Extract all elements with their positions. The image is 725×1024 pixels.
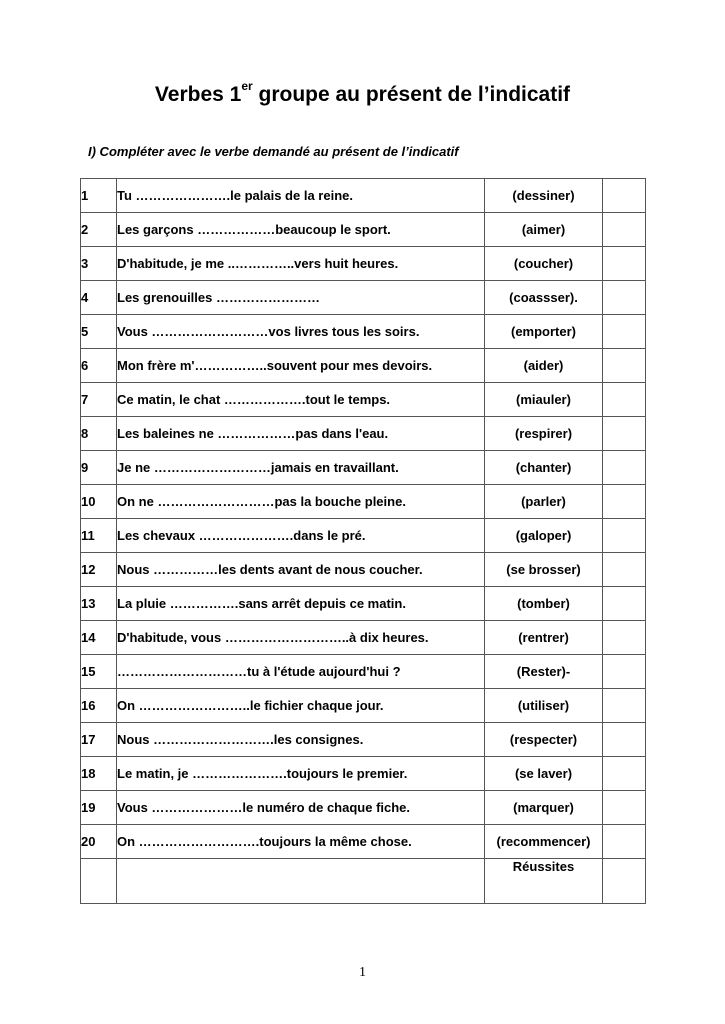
row-number: 8 [81,417,117,451]
title-rest: groupe au présent de l’indicatif [252,83,571,106]
exercise-row [81,519,646,553]
row-mark-cell[interactable] [603,179,646,213]
row-mark-cell[interactable] [603,791,646,825]
row-sentence[interactable]: Vous …………………le numéro de chaque fiche. [117,791,485,825]
row-mark-cell[interactable] [603,757,646,791]
row-sentence[interactable]: D'habitude, vous ………………………..à dix heures. [117,621,485,655]
row-number: 9 [81,451,117,485]
exercise-row [81,247,646,281]
row-sentence[interactable]: Nous ……………les dents avant de nous coucher. [117,553,485,587]
row-verb: (miauler) [485,383,603,417]
row-mark-cell[interactable] [603,519,646,553]
row-number: 12 [81,553,117,587]
exercise-row [81,655,646,689]
result-score-cell[interactable] [603,859,646,904]
result-label: Réussites [485,859,603,904]
row-number: 19 [81,791,117,825]
exercise-row [81,553,646,587]
row-number: 3 [81,247,117,281]
row-verb: (coassser). [485,281,603,315]
exercise-row [81,791,646,825]
row-sentence[interactable]: Le matin, je ………………….toujours le premier. [117,757,485,791]
row-number: 16 [81,689,117,723]
row-verb: (aimer) [485,213,603,247]
row-sentence[interactable]: On ne ………………………pas la bouche pleine. [117,485,485,519]
row-mark-cell[interactable] [603,655,646,689]
exercise-row [81,485,646,519]
row-number: 5 [81,315,117,349]
row-sentence[interactable]: Les chevaux ………………….dans le pré. [117,519,485,553]
row-mark-cell[interactable] [603,213,646,247]
exercise-row [81,757,646,791]
row-number: 15 [81,655,117,689]
result-sentence-cell [117,859,485,904]
row-verb: (recommencer) [485,825,603,859]
result-num-cell [81,859,117,904]
row-sentence[interactable]: Tu ………………….le palais de la reine. [117,179,485,213]
row-verb: (se brosser) [485,553,603,587]
exercise-row [81,315,646,349]
row-sentence[interactable]: …………………………tu à l'étude aujourd'hui ? [117,655,485,689]
page-title [0,79,725,107]
exercise-row [81,825,646,859]
row-sentence[interactable]: On ……………………..le fichier chaque jour. [117,689,485,723]
row-verb: (utiliser) [485,689,603,723]
row-mark-cell[interactable] [603,383,646,417]
exercise-row [81,451,646,485]
exercise-row [81,587,646,621]
row-sentence[interactable]: Mon frère m'……………..souvent pour mes devoirs. [117,349,485,383]
row-sentence[interactable]: Nous ……………………….les consignes. [117,723,485,757]
row-mark-cell[interactable] [603,689,646,723]
row-number: 11 [81,519,117,553]
row-verb: (chanter) [485,451,603,485]
row-verb: (coucher) [485,247,603,281]
exercise-row [81,621,646,655]
row-number: 4 [81,281,117,315]
result-row [81,859,646,904]
row-mark-cell[interactable] [603,247,646,281]
row-sentence[interactable]: Les garçons ………………beaucoup le sport. [117,213,485,247]
row-sentence[interactable]: Les grenouilles …………………… [117,281,485,315]
row-mark-cell[interactable] [603,485,646,519]
row-verb: (marquer) [485,791,603,825]
row-number: 14 [81,621,117,655]
row-mark-cell[interactable] [603,281,646,315]
row-number: 1 [81,179,117,213]
row-sentence[interactable]: Les baleines ne ………………pas dans l'eau. [117,417,485,451]
exercise-row [81,213,646,247]
row-verb: (parler) [485,485,603,519]
row-verb: (dessiner) [485,179,603,213]
row-mark-cell[interactable] [603,553,646,587]
row-verb: (emporter) [485,315,603,349]
row-verb: (se laver) [485,757,603,791]
row-verb: (respecter) [485,723,603,757]
row-verb: (respirer) [485,417,603,451]
row-verb: (tomber) [485,587,603,621]
row-sentence[interactable]: Vous ………………………vos livres tous les soirs. [117,315,485,349]
exercise-row [81,723,646,757]
row-mark-cell[interactable] [603,587,646,621]
row-number: 7 [81,383,117,417]
exercise-rows [81,179,646,859]
row-number: 13 [81,587,117,621]
exercise-row [81,179,646,213]
row-number: 10 [81,485,117,519]
exercise-row [81,689,646,723]
title-superscript: er [241,79,253,93]
page-number: 1 [359,965,366,980]
row-mark-cell[interactable] [603,621,646,655]
row-verb: (galoper) [485,519,603,553]
row-sentence[interactable]: Ce matin, le chat ……………….tout le temps. [117,383,485,417]
row-sentence[interactable]: Je ne ………………………jamais en travaillant. [117,451,485,485]
row-mark-cell[interactable] [603,349,646,383]
row-mark-cell[interactable] [603,451,646,485]
row-mark-cell[interactable] [603,315,646,349]
row-sentence[interactable]: La pluie …………….sans arrêt depuis ce matin. [117,587,485,621]
exercise-table [80,178,646,904]
exercise-row [81,281,646,315]
instruction: I) Compléter avec le verbe demandé au présent de l’indicatif [88,144,459,159]
row-number: 17 [81,723,117,757]
title-main: Verbes 1 [154,83,242,106]
row-verb: (rentrer) [485,621,603,655]
row-mark-cell[interactable] [603,723,646,757]
exercise-row [81,349,646,383]
row-number: 6 [81,349,117,383]
exercise-row [81,383,646,417]
row-mark-cell[interactable] [603,825,646,859]
row-verb: (Rester)- [485,655,603,689]
row-sentence[interactable]: On ……………………….toujours la même chose. [117,825,485,859]
row-number: 2 [81,213,117,247]
row-number: 18 [81,757,117,791]
row-verb: (aider) [485,349,603,383]
row-sentence[interactable]: D'habitude, je me ..…………..vers huit heures. [117,247,485,281]
row-mark-cell[interactable] [603,417,646,451]
exercise-row [81,417,646,451]
row-number: 20 [81,825,117,859]
